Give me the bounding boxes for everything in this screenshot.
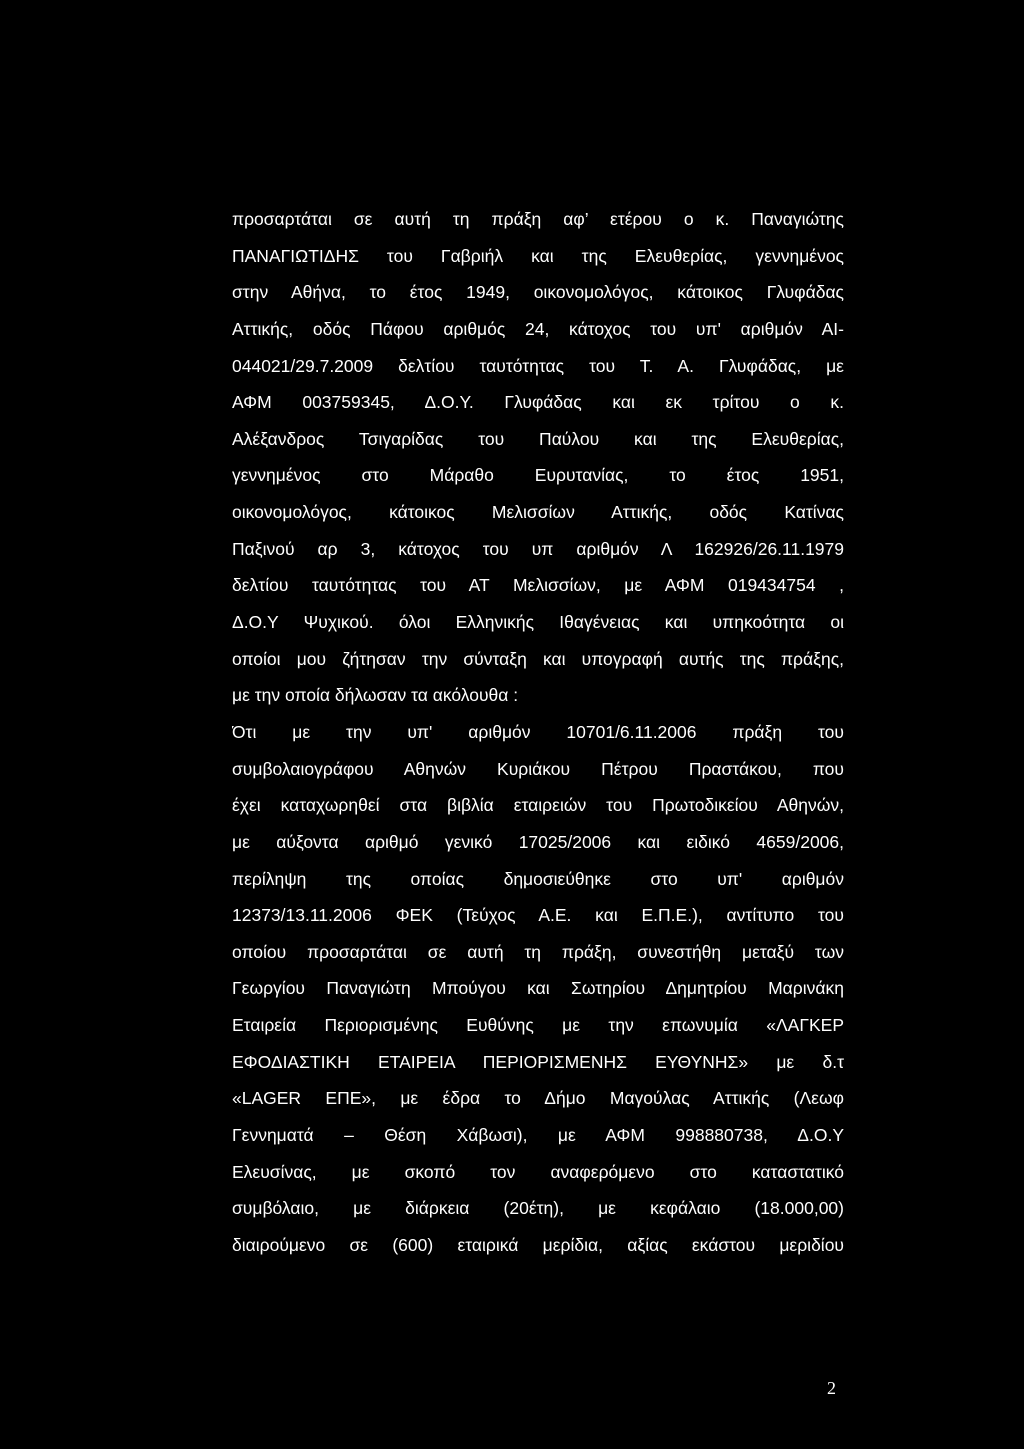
text-line: ΕΦΟΔΙΑΣΤΙΚΗ ΕΤΑΙΡΕΙΑ ΠΕΡΙΟΡΙΣΜΕΝΗΣ ΕΥΘΥΝΗΣ» με δ.τ bbox=[232, 1051, 844, 1072]
document-body bbox=[232, 201, 844, 1264]
text-line: 044021/29.7.2009 δελτίου ταυτότητας του Τ. Α. Γλυφάδας, με bbox=[232, 355, 844, 376]
text-line: Αττικής, οδός Πάφου αριθμός 24, κάτοχος του υπ' αριθμόν ΑΙ- bbox=[232, 318, 844, 339]
text-line: Γεννηματά – Θέση Χάβωσι), με ΑΦΜ 998880738, Δ.Ο.Υ bbox=[232, 1125, 844, 1146]
text-line: ΠΑΝΑΓΙΩΤΙΔΗΣ του Γαβριήλ και της Ελευθερίας, γεννημένος bbox=[232, 245, 844, 266]
text-line: Ελευσίνας, με σκοπό τον αναφερόμενο στο καταστατικό bbox=[232, 1161, 844, 1182]
text-line: ΑΦΜ 003759345, Δ.Ο.Υ. Γλυφάδας και εκ τρίτου ο κ. bbox=[232, 392, 844, 413]
text-line: Ότι με την υπ' αριθμόν 10701/6.11.2006 πράξη του bbox=[232, 721, 844, 742]
text-line: οποίου προσαρτάται σε αυτή τη πράξη, συνεστήθη μεταξύ των bbox=[232, 941, 844, 962]
text-line: «LAGER ΕΠΕ», με έδρα το Δήμο Μαγούλας Αττικής (Λεωφ bbox=[232, 1088, 844, 1109]
text-line: Γεωργίου Παναγιώτη Μπούγου και Σωτηρίου Δημητρίου Μαρινάκη bbox=[232, 978, 844, 999]
text-line: Δ.Ο.Υ Ψυχικού. όλοι Ελληνικής Ιθαγένειας και υπηκοότητα οι bbox=[232, 612, 844, 633]
text-line: συμβόλαιο, με διάρκεια (20έτη), με κεφάλαιο (18.000,00) bbox=[232, 1198, 844, 1219]
text-line: Εταιρεία Περιορισμένης Ευθύνης με την επωνυμία «ΛΑΓΚΕΡ bbox=[232, 1015, 844, 1036]
text-line: οποίοι μου ζήτησαν την σύνταξη και υπογραφή αυτής της πράξης, bbox=[232, 648, 844, 669]
text-line: 12373/13.11.2006 ΦΕΚ (Τεύχος Α.Ε. και Ε.Π.Ε.), αντίτυπο του bbox=[232, 905, 844, 926]
text-line: οικονομολόγος, κάτοικος Μελισσίων Αττικής, οδός Κατίνας bbox=[232, 502, 844, 523]
text-line: συμβολαιογράφου Αθηνών Κυριάκου Πέτρου Πραστάκου, που bbox=[232, 758, 844, 779]
text-line: έχει καταχωρηθεί στα βιβλία εταιρειών του Πρωτοδικείου Αθηνών, bbox=[232, 795, 844, 816]
text-line: με την οποία δήλωσαν τα ακόλουθα : bbox=[232, 685, 519, 706]
text-line: Αλέξανδρος Τσιγαρίδας του Παύλου και της Ελευθερίας, bbox=[232, 428, 844, 449]
text-line: στην Αθήνα, το έτος 1949, οικονομολόγος, κάτοικος Γλυφάδας bbox=[232, 282, 844, 303]
text-line: με αύξοντα αριθμό γενικό 17025/2006 και ειδικό 4659/2006, bbox=[232, 831, 844, 852]
text-line: περίληψη της οποίας δημοσιεύθηκε στο υπ' αριθμόν bbox=[232, 868, 844, 889]
page-number: 2 bbox=[827, 1378, 836, 1398]
text-line: Παξινού αρ 3, κάτοχος του υπ αριθμόν Λ 162926/26.11.1979 bbox=[232, 538, 844, 559]
text-line: προσαρτάται σε αυτή τη πράξη αφ’ ετέρου ο κ. Παναγιώτης bbox=[232, 209, 844, 229]
text-line: γεννημένος στο Μάραθο Ευρυτανίας, το έτος 1951, bbox=[232, 465, 844, 486]
text-line: διαιρούμενο σε (600) εταιρικά μερίδια, αξίας εκάστου μεριδίου bbox=[232, 1234, 844, 1255]
text-line: δελτίου ταυτότητας του ΑΤ Μελισσίων, με ΑΦΜ 019434754 , bbox=[232, 575, 844, 596]
